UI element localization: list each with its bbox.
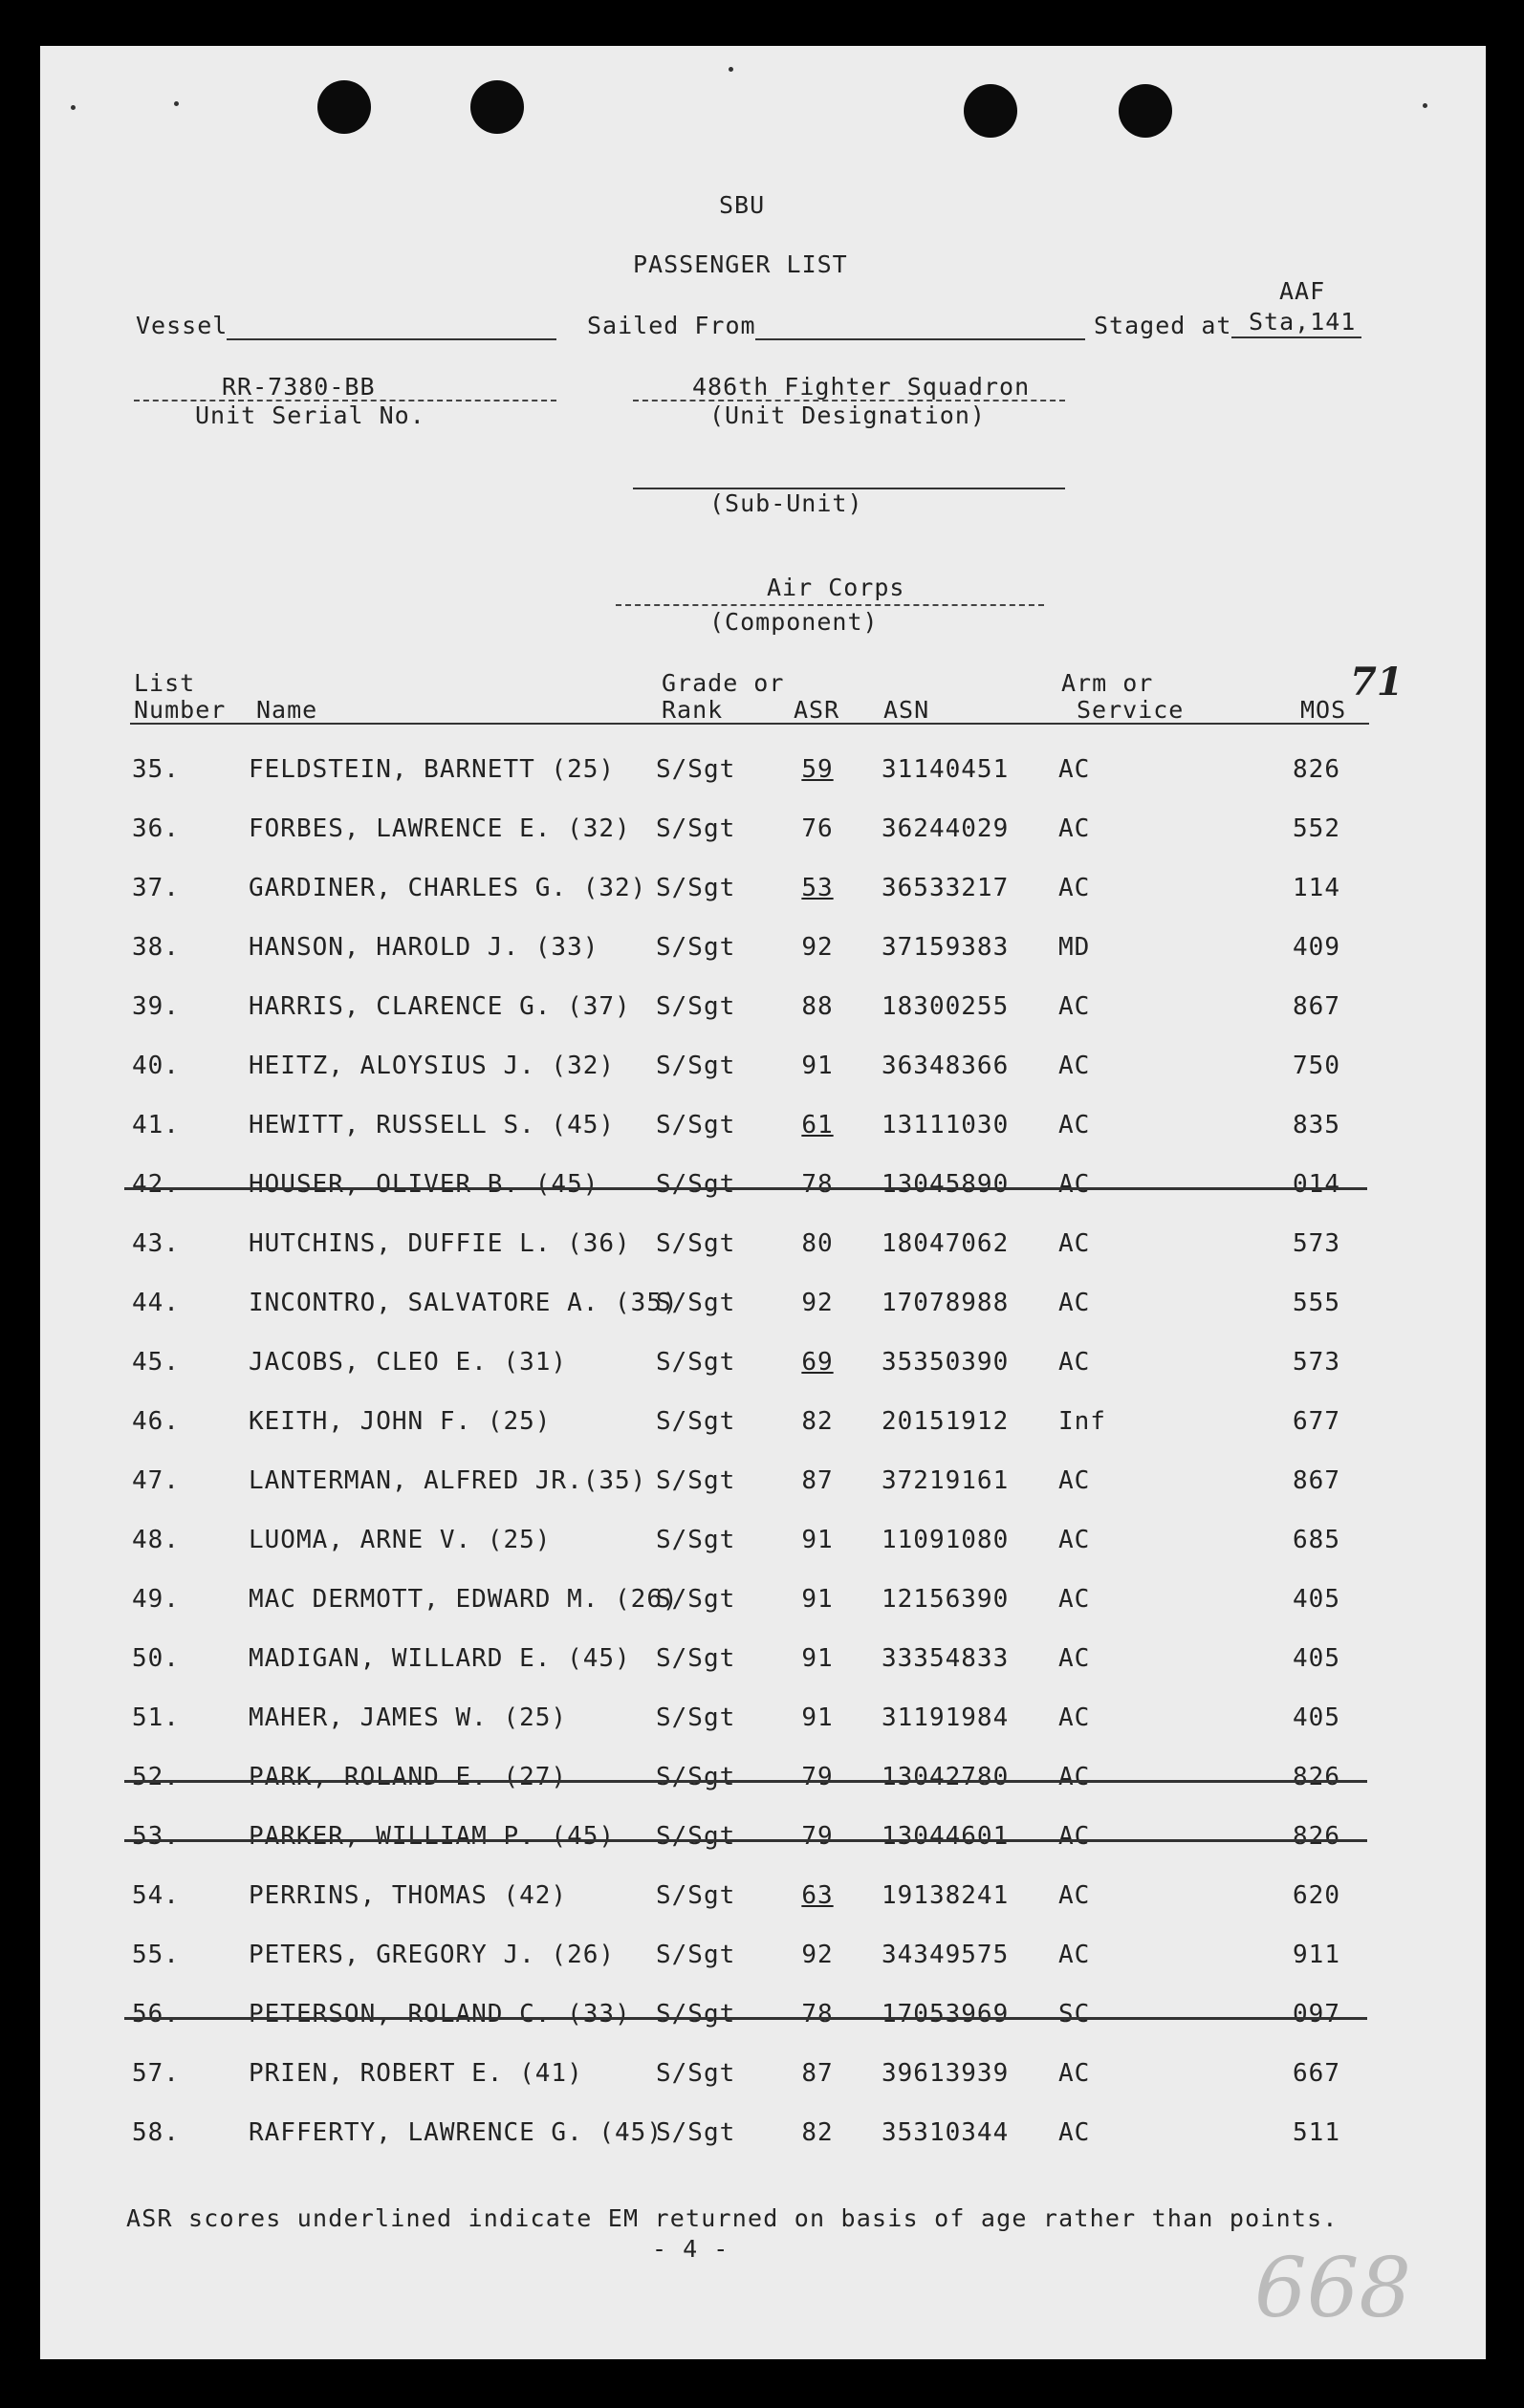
asr-cell: 91 [801,1644,834,1673]
rank-cell: S/Sgt [656,2059,736,2088]
table-row [40,1052,1486,1090]
arm-cell: AC [1058,874,1091,902]
arm-cell: Inf [1058,1407,1106,1436]
arm-cell: AC [1058,1763,1091,1791]
speck [174,101,179,106]
list-number-cell: 35. [132,755,180,784]
rank-cell: S/Sgt [656,2118,736,2147]
list-number-cell: 47. [132,1466,180,1495]
asn-cell: 12156390 [882,1585,1010,1614]
document-page [40,46,1486,2359]
name-cell: FORBES, LAWRENCE E. (32) [249,814,631,843]
punch-hole [1119,84,1172,138]
mos-cell: 826 [1293,1763,1340,1791]
table-row [40,933,1486,971]
list-number-cell: 40. [132,1052,180,1080]
mos-cell: 826 [1293,755,1340,784]
asn-cell: 18047062 [882,1229,1010,1258]
asn-cell: 18300255 [882,992,1010,1021]
table-row [40,2059,1486,2097]
list-number-cell: 55. [132,1941,180,1969]
arm-cell: AC [1058,1703,1091,1732]
name-cell: RAFFERTY, LAWRENCE G. (45) [249,2118,663,2147]
rank-cell: S/Sgt [656,1644,736,1673]
asr-cell: 82 [801,2118,834,2147]
arm-cell: AC [1058,1585,1091,1614]
name-cell: INCONTRO, SALVATORE A. (35) [249,1289,679,1317]
mos-cell: 405 [1293,1644,1340,1673]
arm-cell: AC [1058,814,1091,843]
staged-at-label: Staged at [1094,312,1232,339]
asr-cell: 63 [801,1881,834,1910]
asr-cell: 87 [801,1466,834,1495]
arm-cell: AC [1058,2059,1091,2088]
name-cell: PRIEN, ROBERT E. (41) [249,2059,583,2088]
col-asn: ASN [883,696,930,724]
table-row [40,1170,1486,1208]
mos-cell: 826 [1293,1822,1340,1851]
arm-cell: AC [1058,1466,1091,1495]
table-row [40,1229,1486,1268]
rank-cell: S/Sgt [656,1052,736,1080]
unit-serial-label: Unit Serial No. [195,401,425,429]
table-row [40,1289,1486,1327]
name-cell: HARRIS, CLARENCE G. (37) [249,992,631,1021]
asr-cell: 91 [801,1526,834,1554]
arm-cell: AC [1058,1644,1091,1673]
rank-cell: S/Sgt [656,992,736,1021]
rank-cell: S/Sgt [656,1585,736,1614]
asr-cell: 91 [801,1703,834,1732]
asr-cell: 59 [801,755,834,784]
arm-cell: AC [1058,1941,1091,1969]
table-row [40,874,1486,912]
rank-cell: S/Sgt [656,1348,736,1377]
rank-cell: S/Sgt [656,1822,736,1851]
arm-cell: AC [1058,1229,1091,1258]
arm-cell: MD [1058,933,1091,962]
asn-cell: 13044601 [882,1822,1010,1851]
list-number-cell: 58. [132,2118,180,2147]
rank-cell: S/Sgt [656,874,736,902]
col-grade-bottom: Rank [662,696,724,724]
list-number-cell: 49. [132,1585,180,1614]
asr-cell: 78 [801,2000,834,2028]
name-cell: KEITH, JOHN F. (25) [249,1407,552,1436]
sub-unit-label: (Sub-Unit) [709,489,863,517]
arm-cell: AC [1058,1526,1091,1554]
name-cell: HOUSER, OLIVER B. (45) [249,1170,599,1199]
asr-cell: 79 [801,1822,834,1851]
mos-cell: 867 [1293,992,1340,1021]
asr-cell: 92 [801,933,834,962]
list-number-cell: 42. [132,1170,180,1199]
asn-cell: 31191984 [882,1703,1010,1732]
rank-cell: S/Sgt [656,1703,736,1732]
list-number-cell: 43. [132,1229,180,1258]
rank-cell: S/Sgt [656,1763,736,1791]
handwritten-page-number: 668 [1254,2241,1412,2336]
col-mos: MOS [1300,696,1347,724]
component-label: (Component) [709,608,879,636]
list-number-cell: 37. [132,874,180,902]
speck [71,105,76,110]
name-cell: HUTCHINS, DUFFIE L. (36) [249,1229,631,1258]
table-row [40,1763,1486,1801]
component-value: Air Corps [767,574,905,601]
vessel-underline [227,338,556,340]
name-cell: PETERS, GREGORY J. (26) [249,1941,616,1969]
asn-cell: 37219161 [882,1466,1010,1495]
name-cell: MAC DERMOTT, EDWARD M. (26) [249,1585,679,1614]
name-cell: HEITZ, ALOYSIUS J. (32) [249,1052,616,1080]
asr-cell: 80 [801,1229,834,1258]
mos-cell: 685 [1293,1526,1340,1554]
sailed-from-underline [755,338,1085,340]
table-row [40,1585,1486,1623]
asr-cell: 88 [801,992,834,1021]
list-number-cell: 41. [132,1111,180,1139]
arm-cell: AC [1058,1289,1091,1317]
speck [729,67,733,72]
table-row [40,1703,1486,1742]
mos-cell: 405 [1293,1703,1340,1732]
mos-cell: 867 [1293,1466,1340,1495]
mos-cell: 573 [1293,1229,1340,1258]
mos-cell: 405 [1293,1585,1340,1614]
col-arm-top: Arm or [1061,669,1154,697]
asn-cell: 35310344 [882,2118,1010,2147]
name-cell: HANSON, HAROLD J. (33) [249,933,599,962]
col-list-number-top: List [134,669,196,697]
list-number-cell: 45. [132,1348,180,1377]
asr-cell: 79 [801,1763,834,1791]
mos-cell: 097 [1293,2000,1340,2028]
strikethrough-line [124,1839,1367,1842]
table-row [40,1526,1486,1564]
asn-cell: 36348366 [882,1052,1010,1080]
table-row [40,1348,1486,1386]
name-cell: LANTERMAN, ALFRED JR.(35) [249,1466,647,1495]
list-number-cell: 53. [132,1822,180,1851]
rank-cell: S/Sgt [656,1229,736,1258]
arm-cell: SC [1058,2000,1091,2028]
asn-cell: 37159383 [882,933,1010,962]
name-cell: PARKER, WILLIAM P. (45) [249,1822,616,1851]
rank-cell: S/Sgt [656,755,736,784]
asr-cell: 92 [801,1289,834,1317]
arm-cell: AC [1058,992,1091,1021]
col-list-number-bottom: Number [134,696,227,724]
asn-cell: 17053969 [882,2000,1010,2028]
table-row [40,1111,1486,1149]
list-number-cell: 46. [132,1407,180,1436]
staged-at-underline [1231,336,1361,338]
mos-cell: 835 [1293,1111,1340,1139]
name-cell: PERRINS, THOMAS (42) [249,1881,568,1910]
strikethrough-line [124,1780,1367,1783]
name-cell: JACOBS, CLEO E. (31) [249,1348,568,1377]
mos-cell: 014 [1293,1170,1340,1199]
arm-cell: AC [1058,1170,1091,1199]
table-row [40,1881,1486,1920]
col-arm-bottom: Service [1077,696,1185,724]
staged-at-top: AAF [1279,277,1326,305]
punch-hole [470,80,524,134]
asn-cell: 34349575 [882,1941,1010,1969]
rank-cell: S/Sgt [656,1289,736,1317]
name-cell: HEWITT, RUSSELL S. (45) [249,1111,616,1139]
mos-cell: 667 [1293,2059,1340,2088]
arm-cell: AC [1058,1111,1091,1139]
arm-cell: AC [1058,1052,1091,1080]
mos-cell: 677 [1293,1407,1340,1436]
punch-hole [317,80,371,134]
col-asr: ASR [794,696,840,724]
rank-cell: S/Sgt [656,1407,736,1436]
table-row [40,1644,1486,1682]
mos-cell: 552 [1293,814,1340,843]
unit-serial-value: RR-7380-BB [222,373,376,401]
list-number-cell: 52. [132,1763,180,1791]
asn-cell: 13045890 [882,1170,1010,1199]
table-row [40,1941,1486,1979]
name-cell: MADIGAN, WILLARD E. (45) [249,1644,631,1673]
arm-cell: AC [1058,1822,1091,1851]
vessel-label: Vessel [136,312,229,339]
asn-cell: 13042780 [882,1763,1010,1791]
asr-cell: 82 [801,1407,834,1436]
name-cell: LUOMA, ARNE V. (25) [249,1526,552,1554]
rank-cell: S/Sgt [656,814,736,843]
asr-cell: 53 [801,874,834,902]
staged-at-value: Sta,141 [1249,308,1357,336]
table-row [40,814,1486,853]
header-rule [130,723,1369,725]
asn-cell: 36533217 [882,874,1010,902]
speck [1423,103,1427,108]
arm-cell: AC [1058,1348,1091,1377]
rank-cell: S/Sgt [656,1466,736,1495]
list-number-cell: 48. [132,1526,180,1554]
asn-cell: 17078988 [882,1289,1010,1317]
handwritten-count: 71 [1350,660,1404,705]
table-row [40,992,1486,1030]
mos-cell: 620 [1293,1881,1340,1910]
asr-cell: 78 [801,1170,834,1199]
asn-cell: 19138241 [882,1881,1010,1910]
asn-cell: 36244029 [882,814,1010,843]
asn-cell: 33354833 [882,1644,1010,1673]
list-number-cell: 56. [132,2000,180,2028]
col-grade-top: Grade or [662,669,785,697]
mos-cell: 555 [1293,1289,1340,1317]
rank-cell: S/Sgt [656,1111,736,1139]
table-row [40,1407,1486,1445]
strikethrough-line [124,1187,1367,1190]
asr-cell: 76 [801,814,834,843]
asr-cell: 91 [801,1585,834,1614]
list-number-cell: 51. [132,1703,180,1732]
asn-cell: 20151912 [882,1407,1010,1436]
asr-cell: 87 [801,2059,834,2088]
unit-designation-value: 486th Fighter Squadron [692,373,1031,401]
name-cell: PETERSON, ROLAND C. (33) [249,2000,631,2028]
rank-cell: S/Sgt [656,2000,736,2028]
asn-cell: 31140451 [882,755,1010,784]
component-underline [616,604,1044,606]
arm-cell: AC [1058,1881,1091,1910]
table-row [40,1822,1486,1860]
table-row [40,2118,1486,2157]
strikethrough-line [124,2017,1367,2020]
unit-designation-label: (Unit Designation) [709,401,986,429]
list-number-cell: 54. [132,1881,180,1910]
punch-hole [964,84,1017,138]
sailed-from-label: Sailed From [587,312,756,339]
list-number-cell: 38. [132,933,180,962]
list-number-cell: 44. [132,1289,180,1317]
page-title: PASSENGER LIST [633,250,848,278]
asr-cell: 91 [801,1052,834,1080]
list-number-cell: 39. [132,992,180,1021]
mos-cell: 511 [1293,2118,1340,2147]
mos-cell: 409 [1293,933,1340,962]
asn-cell: 13111030 [882,1111,1010,1139]
name-cell: PARK, ROLAND E. (27) [249,1763,568,1791]
mos-cell: 750 [1293,1052,1340,1080]
mos-cell: 114 [1293,874,1340,902]
rank-cell: S/Sgt [656,1526,736,1554]
footnote: ASR scores underlined indicate EM returned on basis of age rather than points. [126,2204,1339,2232]
asr-cell: 92 [801,1941,834,1969]
name-cell: MAHER, JAMES W. (25) [249,1703,568,1732]
mos-cell: 911 [1293,1941,1340,1969]
asr-cell: 69 [801,1348,834,1377]
table-row [40,2000,1486,2038]
name-cell: FELDSTEIN, BARNETT (25) [249,755,616,784]
rank-cell: S/Sgt [656,1941,736,1969]
page-number: - 4 - [652,2235,729,2263]
asr-cell: 61 [801,1111,834,1139]
rank-cell: S/Sgt [656,933,736,962]
list-number-cell: 50. [132,1644,180,1673]
asn-cell: 39613939 [882,2059,1010,2088]
mos-cell: 573 [1293,1348,1340,1377]
arm-cell: AC [1058,2118,1091,2147]
table-row [40,1466,1486,1505]
name-cell: GARDINER, CHARLES G. (32) [249,874,647,902]
asn-cell: 35350390 [882,1348,1010,1377]
document-code: SBU [719,191,766,219]
rank-cell: S/Sgt [656,1881,736,1910]
list-number-cell: 36. [132,814,180,843]
asn-cell: 11091080 [882,1526,1010,1554]
arm-cell: AC [1058,755,1091,784]
col-name: Name [256,696,318,724]
list-number-cell: 57. [132,2059,180,2088]
rank-cell: S/Sgt [656,1170,736,1199]
table-row [40,755,1486,793]
